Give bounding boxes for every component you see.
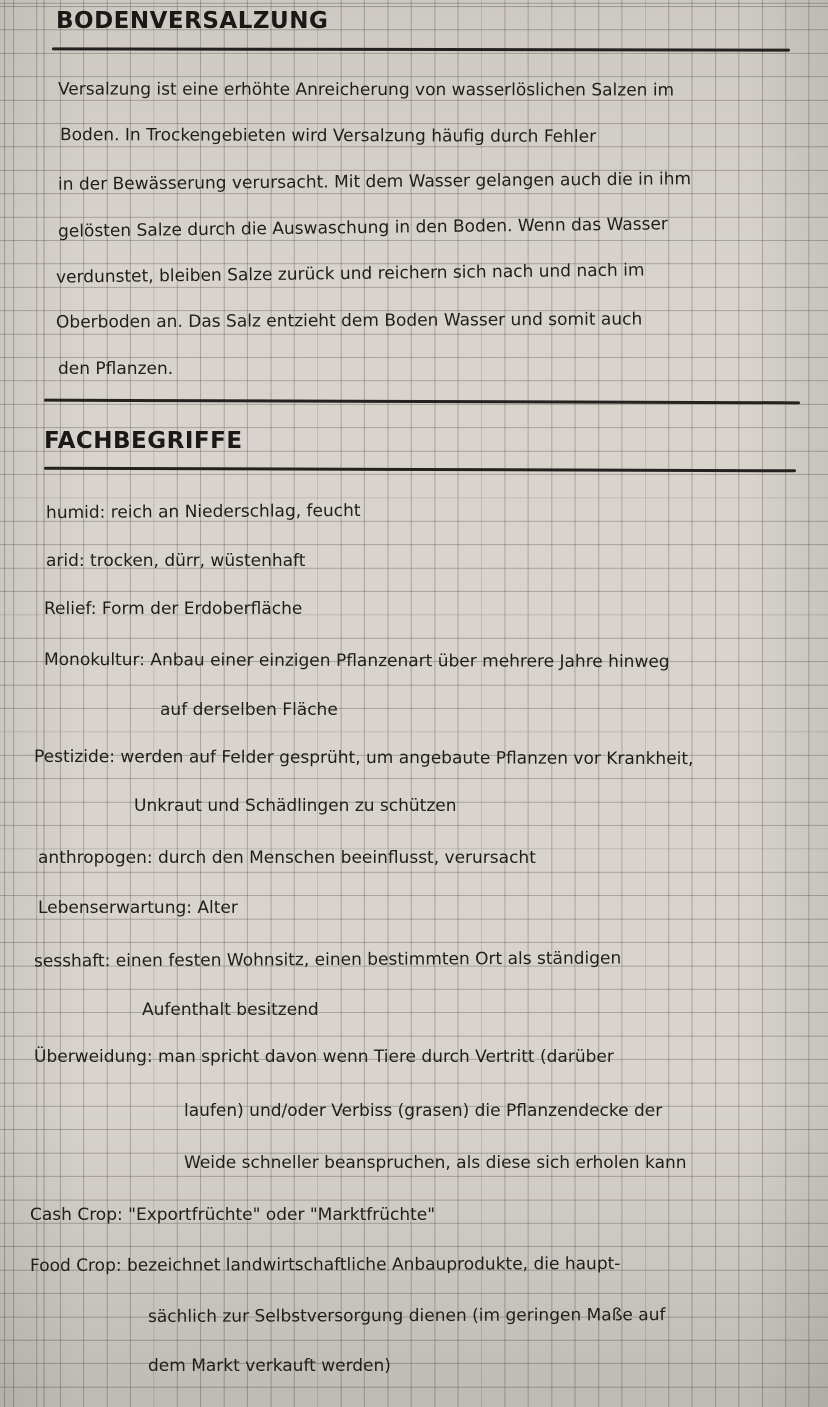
glossary-term: sesshaft: einen festen Wohnsitz, einen bestimmten Ort als ständigen xyxy=(33,948,622,972)
glossary-continuation: laufen) und/oder Verbiss (grasen) die Pflanzendecke der xyxy=(184,1101,663,1121)
section-divider xyxy=(44,399,800,405)
glossary-term: humid: reich an Niederschlag, feucht xyxy=(45,500,361,524)
text-line: in der Bewässerung verursacht. Mit dem Wasser gelangen auch die in ihm xyxy=(57,169,692,195)
glossary-term: Pestizide: werden auf Felder gesprüht, um angebaute Pflanzen vor Krankheit, xyxy=(33,746,694,770)
glossary-term: Food Crop: bezeichnet landwirtschaftliche Anbauprodukte, die haupt- xyxy=(29,1253,621,1277)
text-line: Oberboden an. Das Salz entzieht dem Boden Wasser und somit auch xyxy=(55,309,643,333)
glossary-term: Relief: Form der Erdoberfläche xyxy=(44,599,303,619)
glossary-term: Lebenserwartung: Alter xyxy=(38,898,238,918)
glossary-continuation: auf derselben Fläche xyxy=(160,700,338,720)
section-heading-bodenversalzung: BODENVERSALZUNG xyxy=(56,8,329,34)
text-line: gelösten Salze durch die Auswaschung in den Boden. Wenn das Wasser xyxy=(57,214,668,242)
glossary-continuation: Weide schneller beanspruchen, als diese sich erholen kann xyxy=(184,1153,687,1173)
text-line: verdunstet, bleiben Salze zurück und reichern sich nach und nach im xyxy=(55,260,645,288)
glossary-term: Cash Crop: "Exportfrüchte" oder "Marktfrüchte" xyxy=(30,1205,436,1225)
glossary-term: Überweidung: man spricht davon wenn Tiere durch Vertritt (darüber xyxy=(34,1047,614,1067)
heading-underline xyxy=(52,47,790,51)
glossary-continuation: dem Markt verkauft werden) xyxy=(148,1356,391,1376)
glossary-continuation: sächlich zur Selbstversorgung dienen (im geringen Maße auf xyxy=(147,1305,666,1327)
heading-underline xyxy=(44,467,796,473)
glossary-term: Monokultur: Anbau einer einzigen Pflanzenart über mehrere Jahre hinweg xyxy=(43,649,670,673)
text-line: Boden. In Trockengebieten wird Versalzung häufig durch Fehler xyxy=(59,125,597,147)
text-line: Versalzung ist eine erhöhte Anreicherung von wasserlöslichen Salzen im xyxy=(57,79,675,101)
section-heading-fachbegriffe: FACHBEGRIFFE xyxy=(44,428,243,454)
glossary-term: arid: trocken, dürr, wüstenhaft xyxy=(46,551,306,571)
glossary-continuation: Aufenthalt besitzend xyxy=(142,1000,319,1020)
glossary-continuation: Unkraut und Schädlingen zu schützen xyxy=(134,796,457,816)
text-line: den Pflanzen. xyxy=(58,359,174,379)
glossary-term: anthropogen: durch den Menschen beeinflusst, verursacht xyxy=(38,848,536,868)
margin-line xyxy=(43,0,45,1407)
